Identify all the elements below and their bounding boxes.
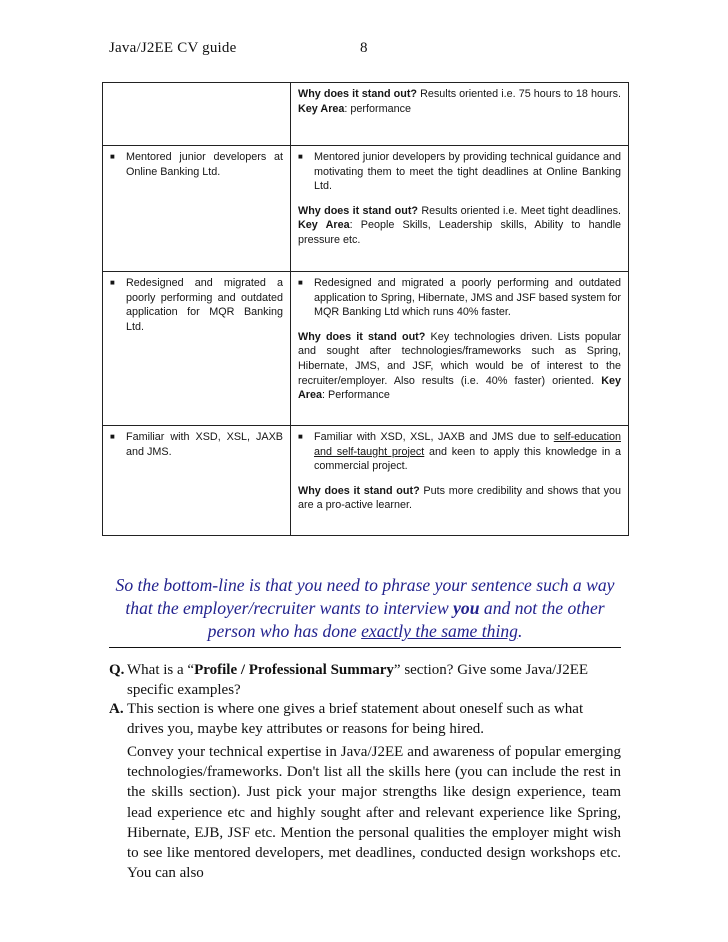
- table-cell-right: [291, 146, 629, 272]
- why-stand-out-text: Why does it stand out? Results oriented i.e. 75 hours to 18 hours. Key Area: performance: [298, 88, 622, 115]
- table-cell-right: [291, 426, 629, 536]
- bottom-line-callout: So the bottom-line is that you need to phrase your sentence such a way that the employer/recruiter wants to interview you and not the other person who has done exactly the same thing.: [115, 575, 615, 641]
- square-bullet-icon: ■: [110, 152, 115, 161]
- question-text: What is a “Profile / Professional Summary” section? Give some Java/J2EE specific examples?: [127, 662, 589, 698]
- improved-cv-line: Redesigned and migrated a poorly performing and outdated application to Spring, Hibernate, JMS and JSF based system for MQR Banking Ltd which runs 40% faster.: [314, 277, 621, 319]
- square-bullet-icon: ■: [298, 152, 303, 161]
- answer-marker: A.: [109, 701, 124, 717]
- improved-cv-line: Mentored junior developers by providing technical guidance and motivating them to meet the tight deadlines at Online Banking Ltd.: [314, 151, 621, 193]
- section-divider: [109, 647, 621, 648]
- question-block: [109, 661, 621, 739]
- answer-paragraph: Convey your technical expertise in Java/J2EE and awareness of popular emerging technologies/frameworks. Don't list all the skills here (you can include the rest in the skills section). Just pick your major strengths like design experience, team lead experience etc and highly sought after and relevant experience like Spring, Hibernate, EJB, JSF etc. Mention the personal qualities the employer might wish to see like mentored developers, met deadlines, conducted design workshops etc. You can also: [127, 744, 621, 882]
- table-cell-right: [291, 83, 629, 146]
- why-stand-out-text: Why does it stand out? Key technologies driven. Lists popular and sought after technologies/frameworks such as Spring, Hibernate, JMS, and JSF, which would be of interest to the recruiter/employer. Also results (i.e. 40% faster) oriented. Key Area: Performance: [298, 330, 621, 402]
- table-cell-left: [103, 272, 291, 426]
- page-header: [109, 40, 629, 57]
- key-area-label: Key Area: [298, 102, 345, 115]
- why-stand-out-text: Why does it stand out? Puts more credibility and shows that you are a pro-active learner.: [298, 484, 621, 512]
- table-cell-left: [103, 83, 291, 146]
- why-label: Why does it stand out?: [298, 204, 419, 217]
- original-cv-line: Familiar with XSD, XSL, JAXB and JMS.: [126, 431, 283, 458]
- square-bullet-icon: ■: [298, 278, 303, 287]
- why-label: Why does it stand out?: [298, 330, 426, 343]
- table-row: [103, 146, 629, 272]
- table-row: [103, 272, 629, 426]
- table-cell-left: [103, 146, 291, 272]
- why-label: Why does it stand out?: [298, 484, 420, 497]
- question-marker: Q.: [109, 662, 125, 678]
- cv-comparison-table: [102, 82, 629, 536]
- original-cv-line: Mentored junior developers at Online Banking Ltd.: [126, 151, 283, 178]
- key-area-label: Key Area: [298, 219, 350, 232]
- why-label: Why does it stand out?: [298, 88, 418, 100]
- table-row: [103, 83, 629, 146]
- key-area-label: Key Area: [298, 374, 621, 402]
- why-stand-out-text: Why does it stand out? Results oriented i.e. Meet tight deadlines. Key Area: People Skills, Leadership skills, Ability to handle pressure etc.: [298, 204, 621, 246]
- square-bullet-icon: ■: [110, 278, 115, 287]
- answer-text: This section is where one gives a brief statement about oneself such as what drives you, maybe key attributes or reasons for being hired.: [127, 701, 584, 737]
- table-cell-left: [103, 426, 291, 536]
- square-bullet-icon: ■: [110, 432, 115, 441]
- improved-cv-line: Familiar with XSD, XSL, JAXB and JMS due to self-education and self-taught project and keen to apply this knowledge in a commercial project.: [314, 431, 622, 473]
- document-title: Java/J2EE CV guide: [109, 40, 237, 56]
- table-row: [103, 426, 629, 536]
- page-number: 8: [360, 40, 368, 56]
- table-cell-right: [291, 272, 629, 426]
- square-bullet-icon: ■: [298, 432, 303, 441]
- original-cv-line: Redesigned and migrated a poorly performing and outdated application for MQR Banking Ltd.: [126, 277, 283, 333]
